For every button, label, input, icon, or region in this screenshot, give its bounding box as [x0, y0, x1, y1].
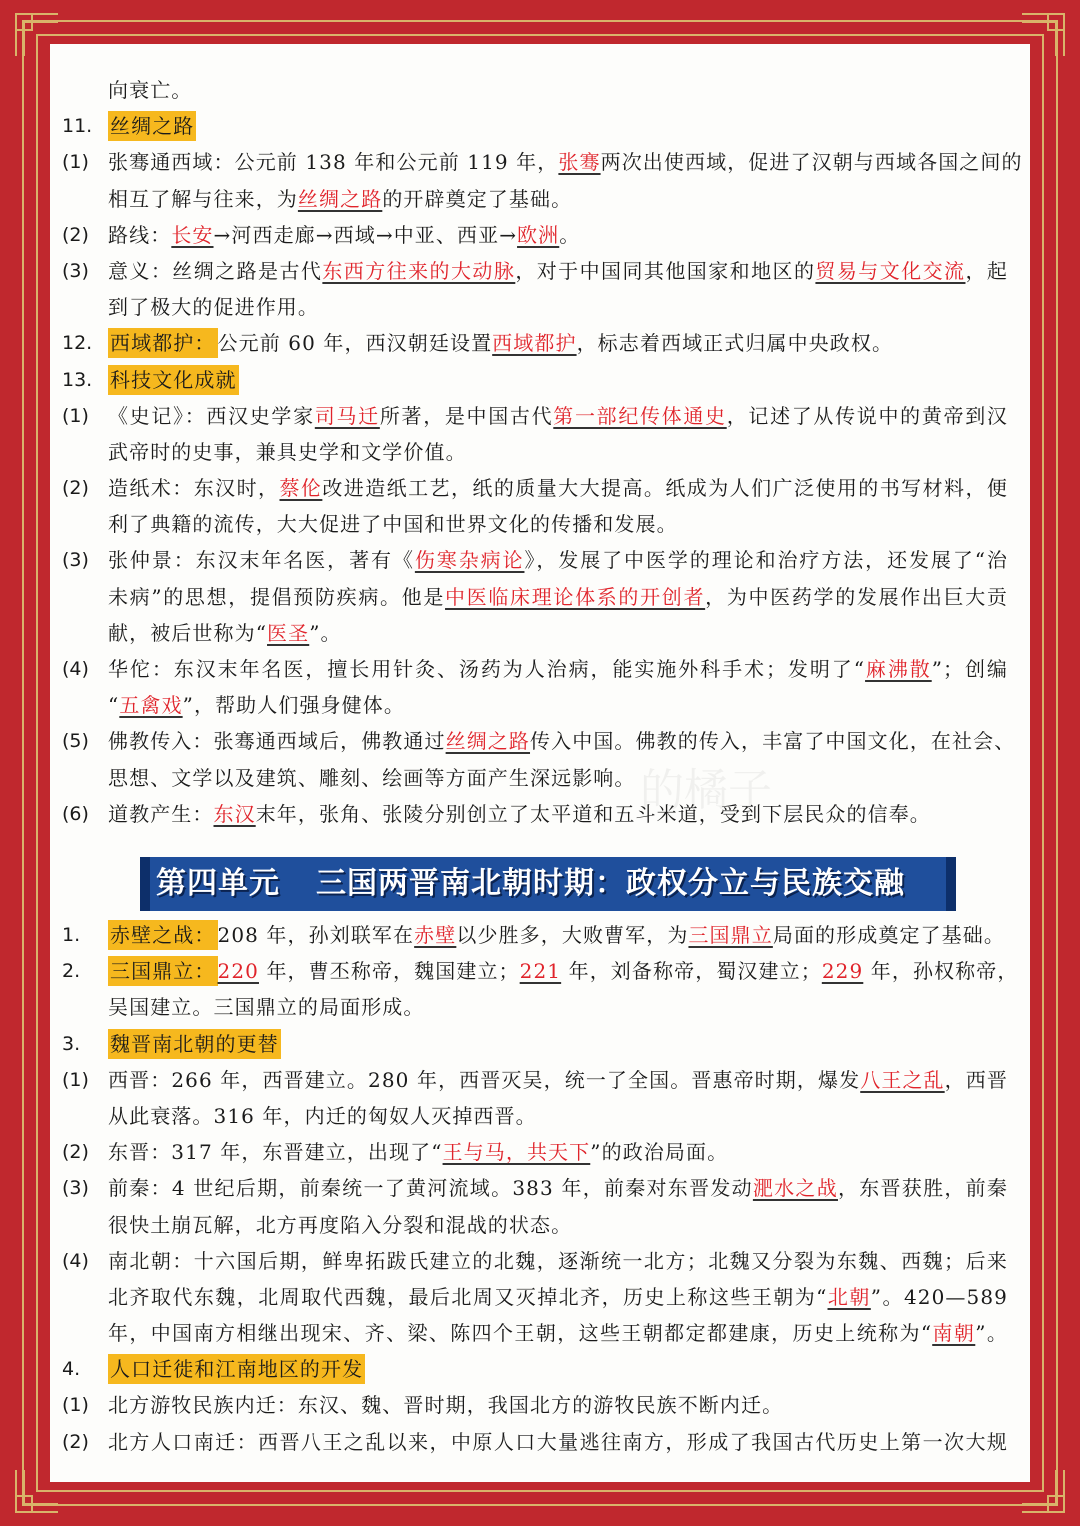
text-line: [62, 325, 1020, 361]
text-line: [62, 953, 1020, 989]
item-number: 2.: [62, 960, 81, 983]
key-term: 贸易与文化交流: [815, 258, 966, 283]
text-segment: ”。420—589: [870, 1284, 1008, 1309]
item-number: (3): [62, 549, 89, 572]
key-term: 司马迁: [314, 403, 380, 428]
text-segment: 208 年，孙刘联军在: [217, 923, 415, 947]
item-number: (4): [62, 1249, 89, 1272]
text-segment: 北方游牧民族内迁：东汉、魏、晋时期，我国北方的游牧民族不断内迁。: [108, 1393, 784, 1418]
text-segment: 造纸术：东汉时，: [108, 476, 280, 501]
key-term: 南朝: [932, 1321, 976, 1346]
banner-bar-left: [140, 857, 150, 911]
key-term: 丝绸之路: [445, 729, 531, 754]
text-line: [62, 687, 1020, 723]
text-segment: ，对于中国同其他国家和地区的: [515, 258, 816, 283]
item-number: (1): [62, 1394, 89, 1417]
key-term: 五禽戏: [119, 693, 183, 718]
text-segment: 所著，是中国古代: [379, 403, 554, 428]
banner-bar-right: [946, 857, 956, 911]
line-text: [108, 1170, 1008, 1206]
unit-banner: [140, 857, 956, 911]
text-segment: ”。: [309, 620, 342, 645]
text-segment: 利了典籍的流传，大大促进了中国和世界文化的传播和发展。: [108, 512, 678, 537]
section-unit4-content: [62, 917, 1020, 1460]
text-segment: 很快土崩瓦解，北方再度陷入分裂和混战的状态。: [108, 1212, 573, 1237]
text-line: [62, 434, 1020, 470]
text-line: [62, 1315, 1020, 1351]
key-term: 王与马，共天下: [442, 1140, 591, 1165]
text-line: [62, 1026, 1020, 1062]
line-text: [108, 796, 931, 832]
text-segment: ，起: [965, 258, 1009, 283]
document-page: [50, 44, 1030, 1482]
text-line: [62, 253, 1020, 289]
text-line: [62, 1170, 1020, 1206]
text-segment: ，东晋获胜，前秦: [837, 1176, 1008, 1201]
text-segment: 《史记》：西汉史学家: [108, 403, 315, 428]
text-segment: ，西晋: [944, 1067, 1008, 1092]
item-number: (1): [62, 151, 89, 174]
text-segment: 局面的形成奠定了基础。: [772, 923, 1005, 947]
text-segment: 年，曹丕称帝，魏国建立；: [258, 959, 520, 984]
key-term: 淝水之战: [752, 1176, 838, 1201]
text-segment: 北齐取代东魏，北周取代西魏，最后北周又灭掉北齐，历史上称这些王朝为“: [108, 1284, 828, 1309]
key-term: 东西方往来的大动脉: [322, 258, 516, 283]
text-segment: 前秦：4 世纪后期，前秦统一了黄河流域。383 年，前秦对东晋发动: [108, 1176, 753, 1201]
text-line: [62, 1279, 1020, 1315]
text-line: [62, 542, 1020, 578]
text-line: [62, 289, 1020, 325]
line-text: [108, 953, 1019, 989]
line-text: [108, 1134, 728, 1170]
line-text: [108, 1098, 537, 1134]
text-segment: 西晋：266 年，西晋建立。280 年，西晋灭吴，统一了全国。晋惠帝时期，爆发: [108, 1067, 861, 1092]
text-line: [62, 760, 1020, 796]
item-number: 11.: [62, 115, 93, 138]
line-text: [108, 289, 319, 325]
section-unit3-content: [62, 72, 1023, 832]
key-term: 西域都护: [492, 331, 577, 356]
line-text: [108, 1062, 1008, 1098]
text-segment: 北方人口南迁：西晋八王之乱以来，中原人口大量逃往南方，形成了我国古代历史上第一次大规: [108, 1429, 1008, 1454]
line-text: [108, 108, 196, 144]
text-line: [62, 108, 1020, 144]
key-term: 中医临床理论体系的开创者: [445, 584, 706, 609]
unit-title: 三国两晋南北朝时期：政权分立与民族交融: [316, 866, 905, 901]
text-segment: 路线：: [108, 222, 172, 247]
line-text: [108, 579, 1008, 615]
text-line: [62, 1351, 1020, 1387]
text-segment: 的开辟奠定了基础。: [382, 186, 573, 211]
text-segment: 年，中国南方相继出现宋、齐、梁、陈四个王朝，这些王朝都定都建康，历史上统称为“: [108, 1321, 933, 1346]
line-text: [108, 760, 636, 796]
key-term: 长安: [171, 222, 214, 247]
text-segment: ”。: [975, 1321, 1008, 1346]
line-text: [108, 1279, 1008, 1315]
line-text: [108, 217, 580, 253]
key-term: 220: [217, 959, 259, 984]
text-line: [62, 217, 1020, 253]
line-text: [108, 144, 1023, 180]
item-number: 3.: [62, 1032, 81, 1055]
text-line: [62, 796, 1020, 832]
item-number: (6): [62, 802, 89, 825]
line-text: [108, 1387, 783, 1423]
item-number: 4.: [62, 1358, 81, 1381]
line-text: [108, 506, 678, 542]
text-segment: ，标志着西域正式归属中央政权。: [576, 331, 894, 356]
line-text: [108, 615, 342, 651]
line-text: [108, 325, 893, 361]
line-text: [108, 687, 405, 723]
text-segment: 相互了解与往来，为: [108, 186, 298, 211]
key-term: 三国鼎立: [688, 923, 773, 947]
text-segment: 东晋：317 年，东晋建立，出现了“: [108, 1140, 443, 1165]
text-segment: 张仲景：东汉末年名医，著有《: [108, 548, 415, 573]
text-line: [62, 615, 1020, 651]
item-number: (1): [62, 1068, 89, 1091]
text-segment: 未病”的思想，提倡预防疾病。他是: [108, 584, 446, 609]
line-text: [108, 398, 1008, 434]
section-heading: 西域都护：: [108, 328, 218, 358]
text-segment: 武帝时的史事，兼具史学和文学价值。: [108, 439, 467, 464]
line-text: [108, 917, 1005, 953]
text-line: [62, 989, 1020, 1025]
key-term: 北朝: [827, 1284, 871, 1309]
key-term: 蔡伦: [279, 476, 323, 501]
text-segment: 年，刘备称帝，蜀汉建立；: [561, 959, 822, 984]
line-text: [108, 542, 1008, 578]
line-text: [108, 72, 192, 108]
section-heading: 丝绸之路: [108, 111, 196, 141]
text-segment: 佛教传入：张骞通西域后，佛教通过: [108, 729, 446, 754]
line-text: [108, 989, 425, 1025]
key-term: 医圣: [267, 620, 310, 645]
text-line: [62, 1134, 1020, 1170]
section-heading: 三国鼎立：: [108, 956, 218, 986]
text-segment: ，记述了从传说中的黄帝到汉: [726, 403, 1008, 428]
text-line: [62, 398, 1020, 434]
key-term: 欧洲: [517, 222, 560, 247]
text-line: [62, 506, 1020, 542]
item-number: (2): [62, 1430, 89, 1453]
line-text: [108, 253, 1008, 289]
text-line: [62, 579, 1020, 615]
text-line: [62, 917, 1020, 953]
item-number: 1.: [62, 924, 81, 946]
text-segment: 从此衰落。316 年，内迁的匈奴人灭掉西晋。: [108, 1103, 537, 1128]
key-term: 221: [519, 959, 562, 984]
item-number: (2): [62, 477, 89, 500]
section-heading: 魏晋南北朝的更替: [108, 1029, 281, 1059]
text-segment: 公元前 60 年，西汉朝廷设置: [217, 331, 493, 356]
text-segment: 。: [559, 222, 581, 247]
key-term: 伤寒杂病论: [414, 548, 525, 573]
text-line: [62, 72, 1020, 108]
text-segment: 传入中国。佛教的传入，丰富了中国文化，在社会、: [530, 729, 1016, 754]
text-segment: 意义：丝绸之路是古代: [108, 258, 323, 283]
line-text: [108, 1026, 281, 1062]
unit-label: 第四单元: [156, 866, 280, 901]
text-line: [62, 1062, 1020, 1098]
text-segment: →河西走廊→西域→中亚、西亚→: [213, 222, 518, 247]
item-number: (2): [62, 223, 89, 246]
line-text: [108, 1315, 1008, 1351]
text-line: [62, 1207, 1020, 1243]
item-number: (3): [62, 259, 89, 282]
text-line: [62, 144, 1023, 180]
text-line: [62, 181, 1020, 217]
text-segment: 年，孙权称帝，: [863, 959, 1019, 984]
line-text: [108, 434, 467, 470]
watermark: 的橘子: [640, 765, 772, 816]
line-text: [108, 470, 1008, 506]
text-segment: ”；创编: [931, 657, 1008, 681]
text-line: [62, 362, 1020, 398]
text-segment: 献，被后世称为“: [108, 620, 268, 645]
text-segment: 南北朝：十六国后期，鲜卑拓跋氏建立的北魏，逐渐统一北方；北魏又分裂为东魏、西魏；后来: [108, 1248, 1008, 1273]
text-segment: “: [108, 693, 120, 718]
section-heading: 人口迁徙和江南地区的开发: [108, 1354, 365, 1384]
key-term: 张骞: [558, 150, 601, 175]
text-segment: 道教产生：: [108, 801, 214, 826]
line-text: [108, 1243, 1008, 1279]
text-line: [62, 1424, 1020, 1460]
text-line: [62, 723, 1020, 759]
text-line: [62, 1387, 1020, 1423]
text-segment: 两次出使西域，促进了汉朝与西域各国之间的: [600, 150, 1023, 175]
line-text: [108, 1207, 572, 1243]
item-number: 12.: [62, 332, 93, 355]
item-number: (2): [62, 1141, 89, 1164]
line-text: [108, 1424, 1008, 1460]
line-text: [108, 181, 572, 217]
text-segment: 华佗：东汉末年名医，擅长用针灸、汤药为人治病，能实施外科手术；发明了“: [108, 657, 866, 681]
key-term: 丝绸之路: [297, 186, 383, 211]
text-segment: 到了极大的促进作用。: [108, 295, 319, 320]
text-line: [62, 1243, 1020, 1279]
line-text: [108, 362, 239, 398]
text-segment: 吴国建立。三国鼎立的局面形成。: [108, 995, 425, 1020]
item-number: (1): [62, 404, 89, 427]
key-term: 东汉: [213, 801, 256, 826]
text-segment: 》，发展了中医学的理论和治疗方法，还发展了“治: [524, 548, 1009, 573]
text-segment: ”的政治局面。: [590, 1140, 729, 1165]
text-line: [62, 651, 1020, 687]
section-heading: 科技文化成就: [108, 365, 239, 395]
text-segment: 向衰亡。: [108, 78, 193, 102]
text-segment: 张骞通西域：公元前 138 年和公元前 119 年，: [108, 150, 559, 175]
key-term: 八王之乱: [860, 1067, 945, 1092]
item-number: (5): [62, 730, 89, 753]
line-text: [108, 651, 1008, 687]
key-term: 第一部纪传体通史: [553, 403, 727, 428]
line-text: [108, 723, 1016, 759]
section-heading: 赤壁之战：: [108, 920, 218, 950]
line-text: [108, 1351, 365, 1387]
text-segment: ，为中医药学的发展作出巨大贡: [705, 584, 1009, 609]
text-segment: 末年，张角、张陵分别创立了太平道和五斗米道，受到下层民众的信奉。: [255, 801, 931, 826]
text-segment: 思想、文学以及建筑、雕刻、绘画等方面产生深远影响。: [108, 765, 636, 790]
text-segment: 改进造纸工艺，纸的质量大大提高。纸成为人们广泛使用的书写材料，便: [322, 476, 1008, 501]
key-term: 赤壁: [414, 923, 457, 947]
text-line: [62, 470, 1020, 506]
text-line: [62, 1098, 1020, 1134]
key-term: 麻沸散: [865, 657, 932, 681]
item-number: (4): [62, 658, 89, 680]
text-segment: 以少胜多，大败曹军，为: [456, 923, 689, 947]
text-segment: ”，帮助人们强身健体。: [182, 693, 405, 718]
key-term: 229: [821, 959, 864, 984]
item-number: (3): [62, 1177, 89, 1200]
item-number: 13.: [62, 368, 93, 391]
